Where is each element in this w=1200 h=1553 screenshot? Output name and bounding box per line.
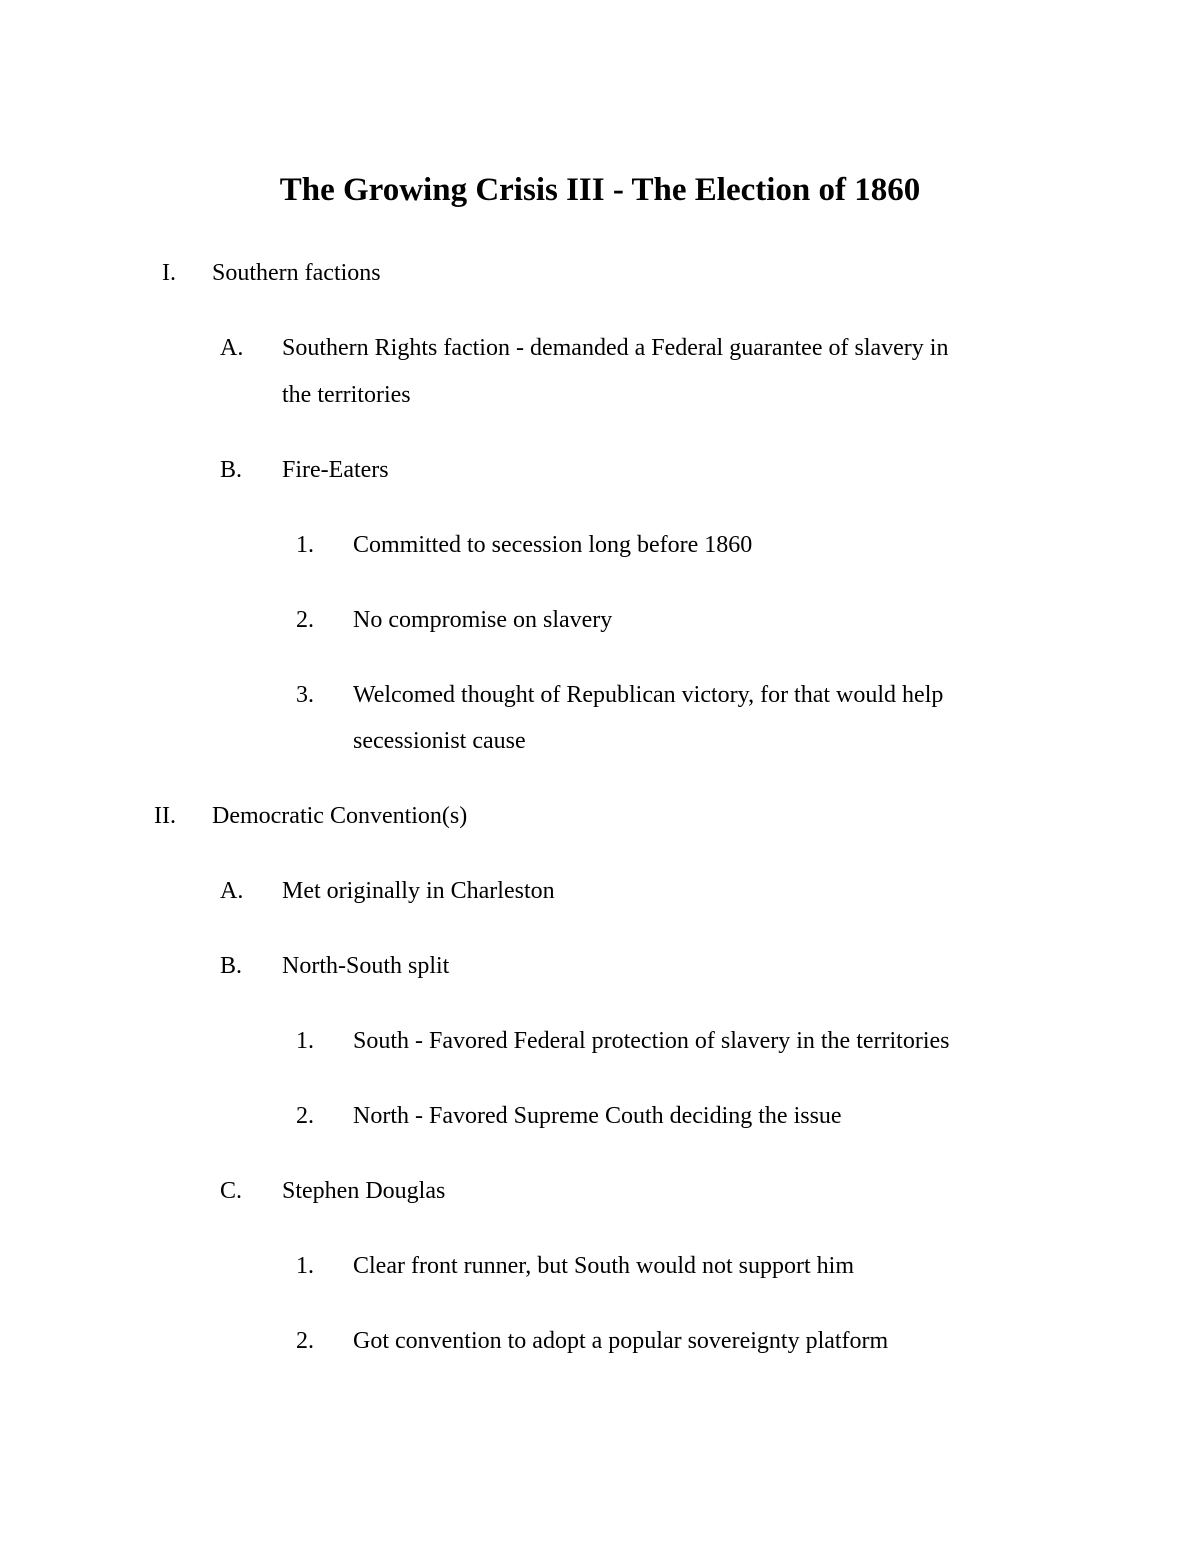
outline-marker: 1. [296, 1253, 314, 1279]
document-title: The Growing Crisis III - The Election of 1860 [279, 172, 921, 208]
outline-text: Stephen Douglas [282, 1178, 446, 1204]
outline-text: the territories [282, 382, 411, 408]
outline-marker: B. [220, 457, 243, 483]
outline-marker: II. [154, 803, 176, 829]
outline-heading: Democratic Convention(s) [212, 803, 468, 829]
outline-heading: Southern factions [212, 260, 381, 286]
outline-text: Fire-Eaters [282, 457, 389, 483]
outline-marker: I. [162, 260, 176, 286]
outline-text: Welcomed thought of Republican victory, for that would help [353, 682, 944, 708]
outline-text: South - Favored Federal protection of slavery in the territories [353, 1028, 950, 1054]
outline-marker: A. [220, 878, 244, 904]
outline-marker: C. [220, 1178, 243, 1204]
outline-marker: 2. [296, 1103, 314, 1129]
outline-marker: A. [220, 335, 244, 361]
outline-text: secessionist cause [353, 728, 526, 754]
outline-text: Southern Rights faction - demanded a Federal guarantee of slavery in [282, 335, 949, 361]
outline-text: Got convention to adopt a popular sovereignty platform [353, 1328, 889, 1354]
outline-marker: 2. [296, 607, 314, 633]
outline-text: North-South split [282, 953, 450, 979]
outline-marker: 2. [296, 1328, 314, 1354]
outline-text: Clear front runner, but South would not support him [353, 1253, 854, 1279]
outline-text: North - Favored Supreme Couth deciding the issue [353, 1103, 842, 1129]
outline-marker: 1. [296, 1028, 314, 1054]
outline-marker: 1. [296, 532, 314, 558]
outline-marker: 3. [296, 682, 314, 708]
outline-marker: B. [220, 953, 243, 979]
outline-text: No compromise on slavery [353, 607, 613, 633]
outline-text: Committed to secession long before 1860 [353, 532, 753, 558]
outline-text: Met originally in Charleston [282, 878, 555, 904]
